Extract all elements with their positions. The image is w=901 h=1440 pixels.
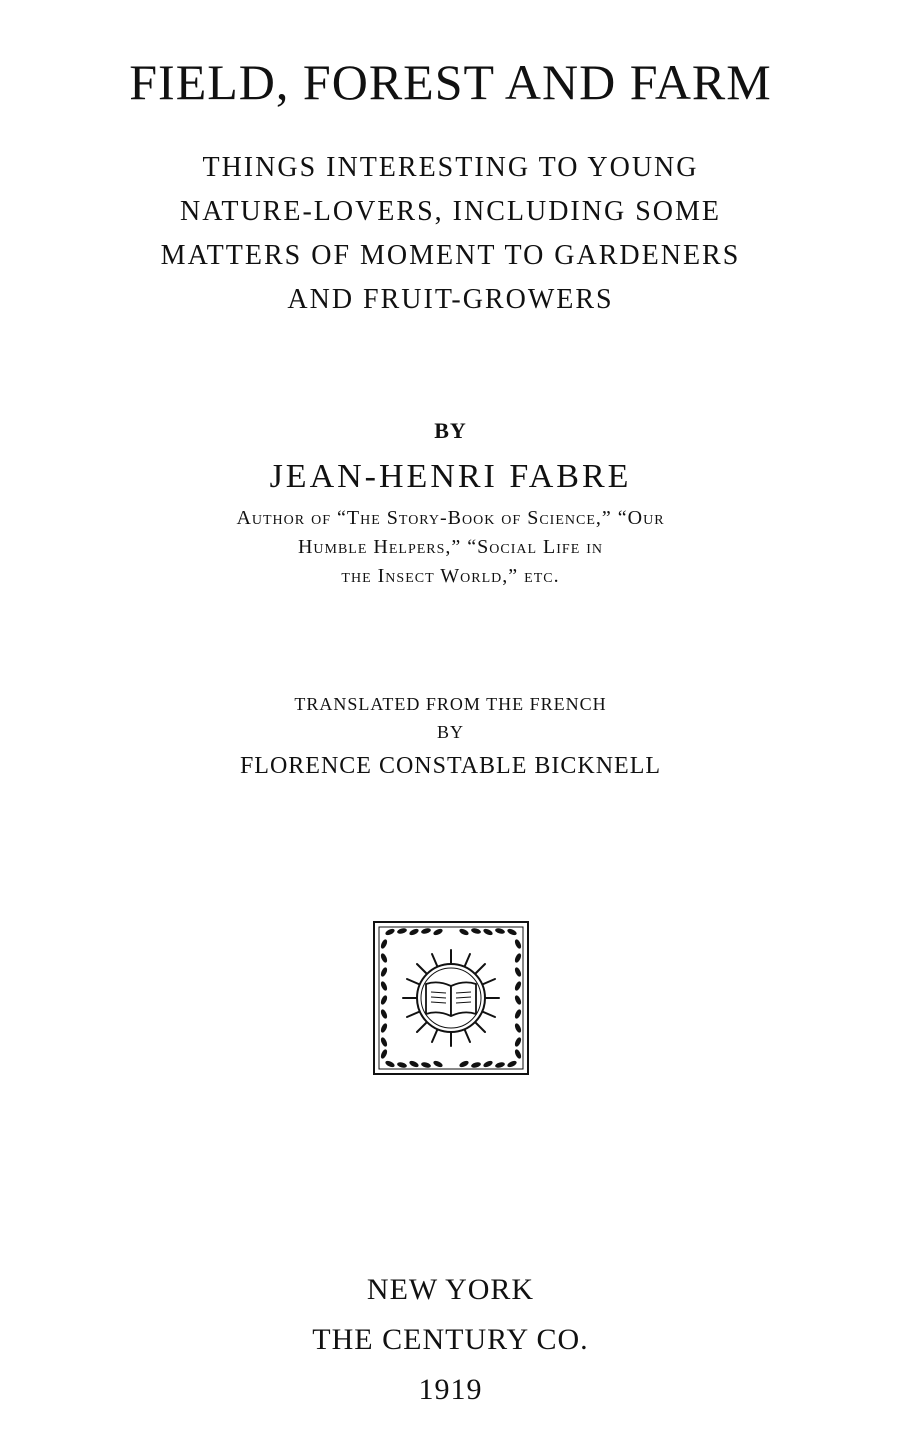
translator-name: FLORENCE CONSTABLE BICKNELL xyxy=(239,753,662,779)
publisher-device-open-book-sun-icon xyxy=(372,920,530,1076)
imprint xyxy=(0,1265,901,1415)
imprint-city: NEW YORK xyxy=(366,1273,535,1306)
subtitle-line: MATTERS OF MOMENT TO GARDENERS xyxy=(160,240,741,271)
translated-from: TRANSLATED FROM THE FRENCH xyxy=(294,694,607,714)
author-name: JEAN-HENRI FABRE xyxy=(269,458,632,495)
book-title: FIELD, FOREST AND FARM xyxy=(129,54,772,110)
author-works-line: the Insect World,” etc. xyxy=(341,565,560,587)
imprint-year: 1919 xyxy=(418,1373,483,1406)
book-subtitle xyxy=(0,146,901,322)
subtitle-line: NATURE-LOVERS, INCLUDING SOME xyxy=(180,196,721,227)
translation-note xyxy=(0,690,901,746)
imprint-publisher: THE CENTURY CO. xyxy=(312,1323,589,1356)
author-works-line: Author of “The Story-Book of Science,” “Our xyxy=(236,507,665,529)
subtitle-line: THINGS INTERESTING TO YOUNG xyxy=(202,152,699,183)
author-works-line: Humble Helpers,” “Social Life in xyxy=(297,536,604,558)
by-label: BY xyxy=(434,418,467,443)
author-works xyxy=(0,504,901,591)
subtitle-line: AND FRUIT-GROWERS xyxy=(287,284,614,315)
translated-by: BY xyxy=(436,722,464,742)
